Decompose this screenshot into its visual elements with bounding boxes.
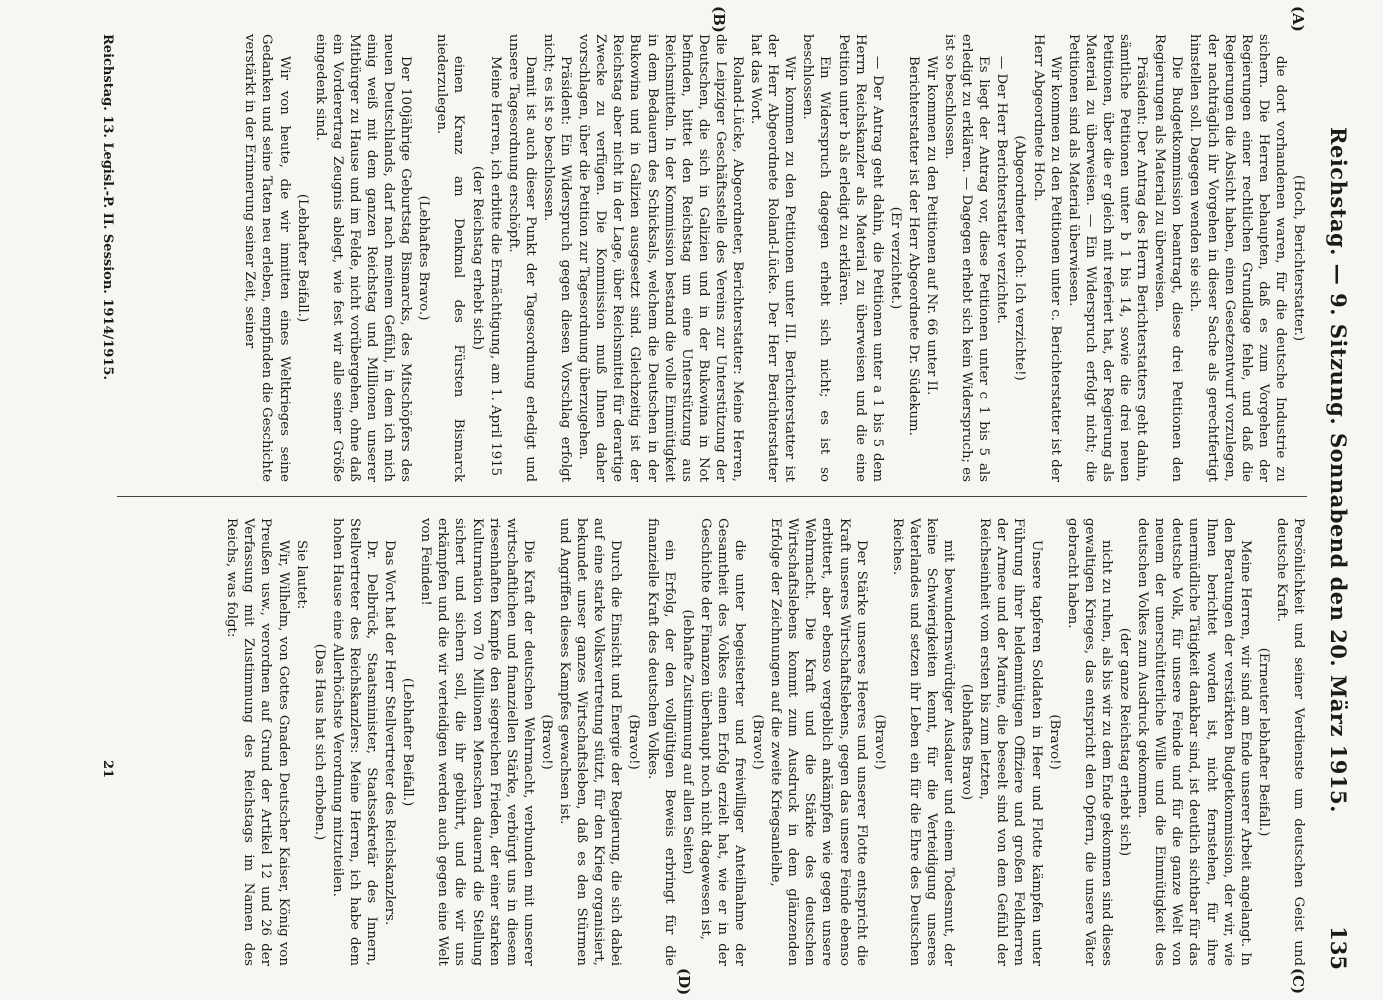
- paragraph: einen Kranz am Denkmal des Fürsten Bismarck niederzulegen.: [434, 34, 467, 482]
- paragraph: Damit ist auch dieser Punkt der Tagesordnung erledigt und unsere Tagesordnung erschöpft.: [505, 34, 538, 482]
- stage-direction: (lebhaftes Bravo): [959, 683, 975, 801]
- paragraph: Präsident: Ein Widerspruch gegen diesen Vorschlag erfolgt nicht; es ist so beschlossen.: [540, 34, 574, 482]
- paragraph: — Der Herr Berichterstatter verzichtet.: [994, 56, 1010, 324]
- paragraph: mit bewundernswürdiger Ausdauer und einem Todesmut, der keine Schwierigkeiten kennt, für die Verteidigung unseres Vaterlandes und setzen ihr Leben ein für die Ehre des Deutschen Reiches.: [889, 518, 957, 966]
- paragraph: Es liegt der Antrag vor, diese Petitionen unter c 1 bis 5 als erledigt zu erklären. — Dagegen erhebt sich kein Widerspruch; es ist so beschlossen.: [942, 34, 992, 482]
- paragraph: Ein Widerspruch dagegen erhebt sich nicht; es ist so beschlossen.: [800, 34, 833, 482]
- stage-direction: (der Reichstag erhebt sich): [469, 165, 485, 351]
- paragraph: Das Wort hat der Herr Stellvertreter des Reichskanzlers.: [382, 540, 398, 926]
- paragraph: Wir kommen zu den Petitionen auf Nr. 66 unter II.: [924, 56, 940, 396]
- paragraph: Die Budgetkommission beantragt, diese drei Petitionen den Regierungen als Material zu überweisen.: [1152, 34, 1185, 482]
- stage-direction: (Lebhafter Beifall.): [400, 677, 416, 807]
- stage-direction: (Erneuter lebhafter Beifall.): [1255, 647, 1271, 837]
- paragraph: Meine Herren, ich erbitte die Ermächtigung, am 1. April 1915: [487, 56, 503, 477]
- stage-direction: (Hoch, Berichterstatter.): [1291, 174, 1306, 342]
- stage-direction: (Abgeordneter Hoch: Ich verzichte!): [1012, 135, 1028, 381]
- paragraph: Wir kommen zu den Petitionen unter c. Berichterstatter ist der Herr Abgeordnete Hoch.: [1030, 34, 1063, 482]
- paragraph: Präsident: Der Antrag des Herrn Berichterstatters geht dahin, sämtliche Petitionen unter b 1 bis 14, sowie die drei neuen Petitionen, über die er gleich mit referiert hat, der Regierung als Material zu überweisen. — Ein Widerspruch erfolgt nicht; die Petitionen sind als Material überwiesen.: [1065, 34, 1150, 482]
- margin-marker-a: (A): [1289, 6, 1307, 32]
- paragraph: Sie lautet:: [293, 540, 309, 610]
- right-column: [127, 518, 1307, 966]
- footer-source: Reichstag. 13. Legisl.-P. II. Session. 1914/1915.: [100, 34, 115, 380]
- paragraph: — Der Antrag geht dahin, die Petitionen unter a 1 bis 5 dem Herrn Reichskanzler als Material zu überweisen und die eine Petition unter b als erledigt zu erklären.: [835, 34, 885, 482]
- stage-direction: (Bravo!): [1046, 714, 1062, 770]
- margin-marker-c: (C): [1289, 968, 1307, 995]
- stage-direction: (Er verzichtet.): [887, 206, 903, 310]
- stage-direction: (Bravo!): [750, 714, 766, 770]
- stage-direction: (Bravo!): [871, 714, 887, 770]
- paragraph: Meine Herren, wir sind am Ende unserer Arbeit angelangt. In den Beratungen der verstärkten Budgetkommission, der wir, wie Ihnen berichtet worden ist, nicht fernstehen, für ihre unermüdliche Tätigkeit dankbar sind, ist deutlich sichtbar für das deutsche Volk, für unsere Feinde und für die ganze Welt von neuem der unerschütterliche Wille und die Einmütigkeit des deutschen Volkes zum Ausdruck gekommen.: [1135, 518, 1253, 966]
- paragraph: Berichterstatter ist der Herr Abgeordnete Dr. Südekum.: [905, 56, 921, 436]
- paragraph: die unter begeisterter und freiwilliger Anteilnahme der Gesamtheit des Volkes einen Erfolg erzielt hat, wie er in der Geschichte der Finanzen überhaupt noch nicht dagewesen ist,: [697, 518, 747, 966]
- stage-direction: (Lebhaftes Bravo.): [416, 195, 432, 321]
- page-header: [1319, 30, 1359, 970]
- stage-direction: (Bravo!): [626, 714, 642, 770]
- paragraph: Unsere tapferen Soldaten in Heer und Flotte kämpfen unter Führung ihrer heldenmütigen Offiziere und großen Feldherren der Armee und der Marine, die beseelt sind von dem Gefühl der Reichseinheit vom ersten bis zum letzten,: [977, 518, 1044, 966]
- stage-direction: (der ganze Reichstag erhebt sich): [1117, 627, 1133, 857]
- paragraph: die dort vorhandenen waren, für die deutsche Industrie zu sichern. Die Herren behaupten, daß es zum Vorgehen der Regierungen einer rechtlichen Grundlage fehle, und daß die Regierungen die Absicht haben, einen Gesetzentwurf vorzulegen, der nachträglich ihr Vorgehen in dieser Sache als gerechtfertigt hinstellen soll. Dagegen wenden sie sich.: [1187, 34, 1288, 482]
- header-title: Reichstag. — 9. Sitzung. Sonnabend den 20. März 1915.: [1326, 127, 1352, 813]
- paragraph: Wir kommen zu den Petitionen unter III. Berichterstatter ist der Herr Abgeordnete Roland-Lücke. Der Herr Berichterstatter hat das Wort.: [748, 34, 798, 482]
- stage-direction: (Lebhafter Beifall.): [294, 193, 310, 323]
- paragraph: Durch die Einsicht und Energie der Regierung, die sich dabei auf eine starke Volksvertretung stützt, für den Krieg organisiert, bekundet unser ganzes Wirtschaftsleben, daß es den Stürmen und Angriffen dieses Kampfes gewachsen ist.: [557, 518, 624, 966]
- paragraph: nicht zu ruhen, als bis wir zu dem Ende gekommen sind dieses gewaltigen Krieges, das entspricht den Opfern, die unsere Väter gebracht haben.: [1064, 518, 1114, 966]
- page-number: 135: [1326, 926, 1352, 970]
- margin-marker-b: (B): [710, 6, 728, 33]
- stage-direction: (Bravo!): [538, 714, 554, 770]
- paragraph: Der 100jährige Geburtstag Bismarcks, des Mitschöpfers des neuen Deutschlands, darf nach meinem Gefühl, in dem ich mich einig weiß mit dem ganzen Reichstag und Millionen unserer Mitbürger zu Hause und im Felde, nicht vorübergehen, ohne daß ein Vorderertrag Zeugnis ablegt, wie fest wir alle seiner Größe eingedenk sind.: [312, 34, 414, 482]
- paragraph: Dr. Delbrück, Staatsminister, Staatssekretär des Innern, Stellvertreter des Reichskanzlers: Meine Herren, ich habe dem hohen Hause eine Allerhöchste Verordnung mitzuteilen.: [329, 518, 380, 966]
- paragraph: Roland-Lücke, Abgeordneter, Berichterstatter: Meine Herren, die Leipziger Geschäftsstelle des Vereins zur Unterstützung der Deutschen, die sich in Galizien und in der Bukowina in Not befinden, bittet den Reichstag um eine Unterstützung aus Reichsmitteln. In der Kommission bestand die volle Einmütigkeit in dem Bedauern des Schicksals, welchem die Deutschen in der Bukowina und in Galizien ausgesetzt sind. Gleichzeitig ist der Reichstag aber nicht in der Lage, über Reichsmittel für derartige Zwecke zu verfügen. Die Kommission muß Ihnen daher vorschlagen, über die Petition zur Tagesordnung überzugehen.: [576, 34, 745, 482]
- left-column: [127, 34, 1307, 482]
- footer-sheet-number: 21: [100, 760, 115, 779]
- paragraph: Die Kraft der deutschen Wehrmacht, verbunden mit unserer wirtschaftlichen und finanziellen Stärke, verbürgt uns in diesem riesenhaften Kampfe den siegreichen Frieden, der einer starken Kulturnation von 70 Millionen Menschen dauernd die Stellung sichert und sichern soll, die ihr gebührt, und die wir uns erkämpfen und die wir verteidigen werden auch gegen eine Welt von Feinden!: [418, 518, 536, 966]
- paragraph: Der Stärke unseres Heeres und unserer Flotte entspricht die Kraft unseres Wirtschaftslebens, gegen das unsere Feinde ebenso erbittert, aber ebenso vergeblich ankämpfen wie gegen unsere Wehrmacht. Die Kraft und die Stärke des deutschen Wirtschaftslebens kommt zum Ausdruck in dem glänzenden Erfolge der Zeichnungen auf die zweite Kriegsanleihe,: [768, 518, 869, 966]
- stage-direction: (lebhafte Zustimmung auf allen Seiten): [679, 609, 695, 875]
- paragraph: Persönlichkeit und seiner Verdienste um deutschen Geist und deutsche Kraft.: [1273, 518, 1306, 966]
- margin-marker-d: (D): [675, 968, 693, 996]
- paragraph: Wir, Wilhelm, von Gottes Gnaden Deutscher Kaiser, König von Preußen usw., verordnen auf Grund der Artikel 12 und 26 der Verfassung mit Zustimmung des Reichstags im Namen des Reichs, was folgt:: [224, 518, 291, 966]
- paragraph: Wir von heute, die wir inmitten eines Weltkrieges seine Gedanken und seine Taten neu erleben, empfinden die Geschichte verstärkt in der Erinnerung seiner Zeit, seiner: [242, 34, 292, 482]
- stage-direction: (Das Haus hat sich erhoben.): [311, 643, 327, 841]
- column-divider: [117, 496, 1307, 497]
- paragraph: ein Erfolg, der den vollgültigen Beweis erbringt für die finanzielle Kraft des deutschen Volkes.: [644, 518, 677, 966]
